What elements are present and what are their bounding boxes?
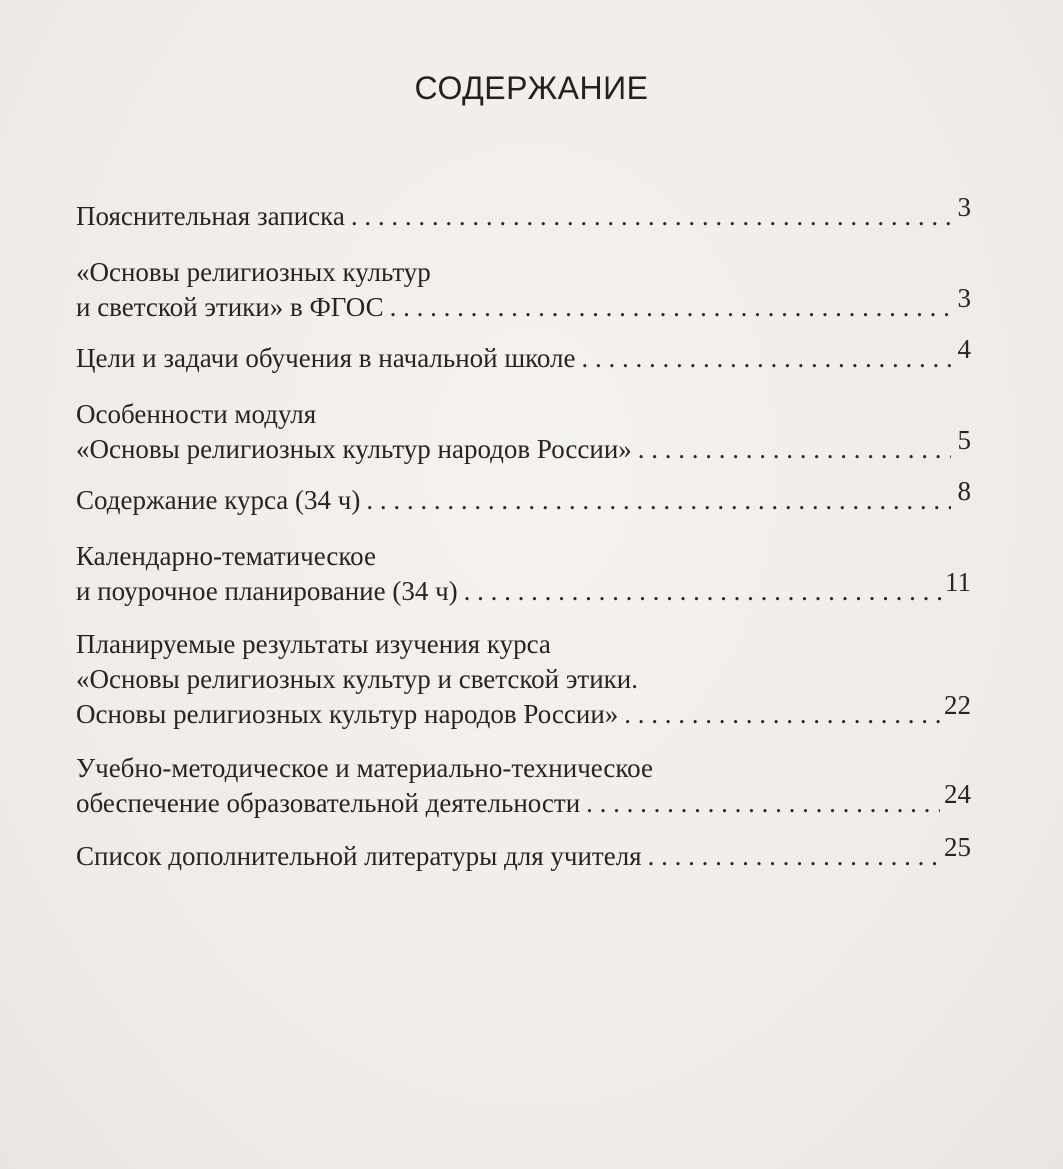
dot-leader: [366, 483, 951, 518]
toc-entry-title: «Основы религиозных культур народов России»: [76, 434, 632, 464]
toc-entry-methodical-support: [76, 751, 971, 821]
toc-page-number: 8: [957, 476, 971, 506]
toc-entry-title: и светской этики» в ФГОС: [76, 292, 384, 322]
toc-entry-last-line: [76, 192, 971, 234]
toc-entry-title: Список дополнительной литературы для учителя: [76, 841, 642, 871]
toc-page-number: 3: [957, 283, 971, 313]
toc-page-number: 11: [945, 567, 971, 597]
toc-page-number: 25: [944, 832, 971, 862]
toc-entry-explanatory-note: [76, 192, 971, 234]
dot-leader: [586, 786, 940, 821]
toc-entry-course-content: [76, 476, 971, 518]
toc-entry-line: Особенности модуля: [76, 399, 317, 429]
toc-entry-last-line: [76, 283, 971, 325]
toc-entry-line: Планируемые результаты изучения курса: [76, 629, 551, 659]
dot-leader: [624, 697, 940, 732]
toc-entry-line: «Основы религиозных культур: [76, 257, 431, 287]
toc-entry-module-features: [76, 397, 971, 467]
toc-entry-line: Учебно-методическое и материально-техническое: [76, 753, 653, 783]
toc-entry-orkse-fgos: [76, 255, 971, 325]
toc-entry-last-line: [76, 779, 971, 821]
toc-page-number: 4: [957, 334, 971, 364]
dot-leader: [464, 574, 941, 609]
dot-leader: [390, 290, 951, 325]
toc-entry-title: обеспечение образовательной деятельности: [76, 788, 581, 818]
toc-entry-last-line: [76, 832, 971, 874]
toc-entry-last-line: [76, 690, 971, 732]
toc-entry-goals: [76, 334, 971, 376]
toc-entry-literature: [76, 832, 971, 874]
toc-entry-line: Календарно-тематическое: [76, 541, 376, 571]
toc-entry-last-line: [76, 476, 971, 518]
toc-entry-last-line: [76, 567, 971, 609]
dot-leader: [582, 341, 952, 376]
toc-entry-title: Содержание курса (34 ч): [76, 485, 361, 515]
toc-entry-last-line: [76, 334, 971, 376]
toc-entry-title: и поурочное планирование (34 ч): [76, 576, 458, 606]
toc-entry-title: Основы религиозных культур народов России»: [76, 699, 619, 729]
toc-page-number: 22: [944, 690, 971, 720]
toc-entry-last-line: [76, 425, 971, 467]
dot-leader: [638, 432, 951, 467]
toc-entry-line: «Основы религиозных культур и светской этики.: [76, 664, 638, 694]
page-title: СОДЕРЖАНИЕ: [414, 70, 649, 106]
toc-entry-planned-results: [76, 627, 971, 732]
dot-leader: [648, 839, 940, 874]
toc-page-number: 3: [957, 192, 971, 222]
toc-page-number: 5: [957, 425, 971, 455]
toc-page-number: 24: [944, 779, 971, 809]
toc-entry-title: Цели и задачи обучения в начальной школе: [76, 343, 576, 373]
toc-entry-title: Пояснительная записка: [76, 201, 345, 231]
toc-entry-planning: [76, 539, 971, 609]
dot-leader: [351, 199, 951, 234]
